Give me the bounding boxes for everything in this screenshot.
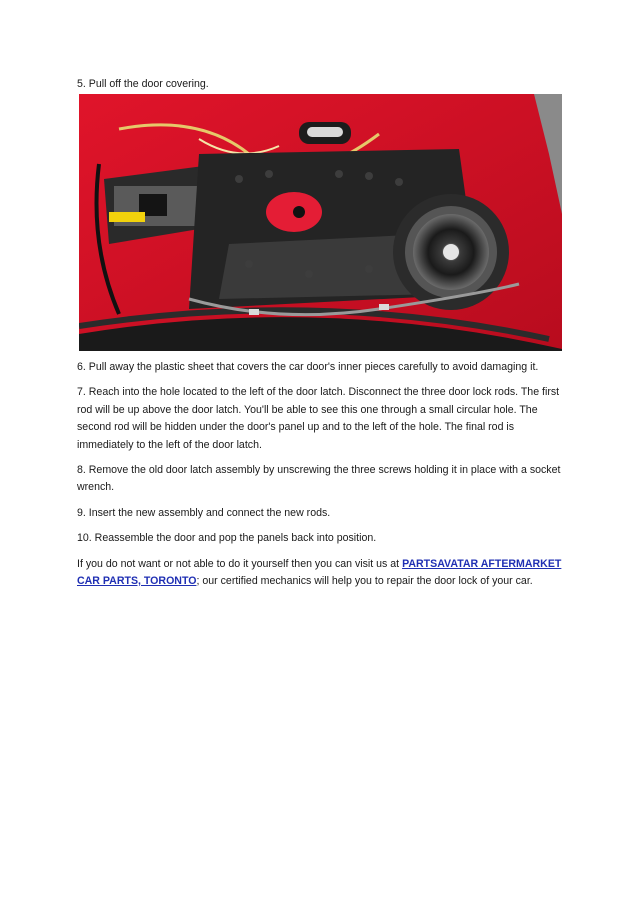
closing-paragraph: [77, 556, 563, 591]
closing-text-after: ; our certified mechanics will help you to repair the door lock of your car.: [196, 575, 533, 588]
door-interior-illustration: [79, 94, 562, 351]
step-6-text: 6. Pull away the plastic sheet that covers the car door's inner pieces carefully to avoid damaging it.: [77, 361, 539, 373]
door-interior-photo: [79, 94, 562, 351]
step-5-text: 5. Pull off the door covering.: [77, 78, 209, 90]
closing-text-before: If you do not want or not able to do it yourself then you can visit us at: [77, 557, 403, 570]
instructions-text: [77, 359, 563, 598]
step-10-text: 10. Reassemble the door and pop the panels back into position.: [77, 532, 377, 545]
step-8-text: 8. Remove the old door latch assembly by unscrewing the three screws holding it in place with a socket wrench.: [77, 464, 561, 494]
partsavatar-link[interactable]: PARTSAVATAR AFTERMARKET CAR PARTS, TORONTO: [77, 557, 562, 588]
step-7-text: 7. Reach into the hole located to the left of the door latch. Disconnect the three door lock rods. The first rod will be up above the door latch. You'll be able to see this one through a small circular hole. The second rod will be hidden under the door's panel up and to the left of the hole. The final rod is immediately to the left of the door latch.: [77, 386, 560, 451]
step-9-text: 9. Insert the new assembly and connect the new rods.: [77, 506, 331, 519]
